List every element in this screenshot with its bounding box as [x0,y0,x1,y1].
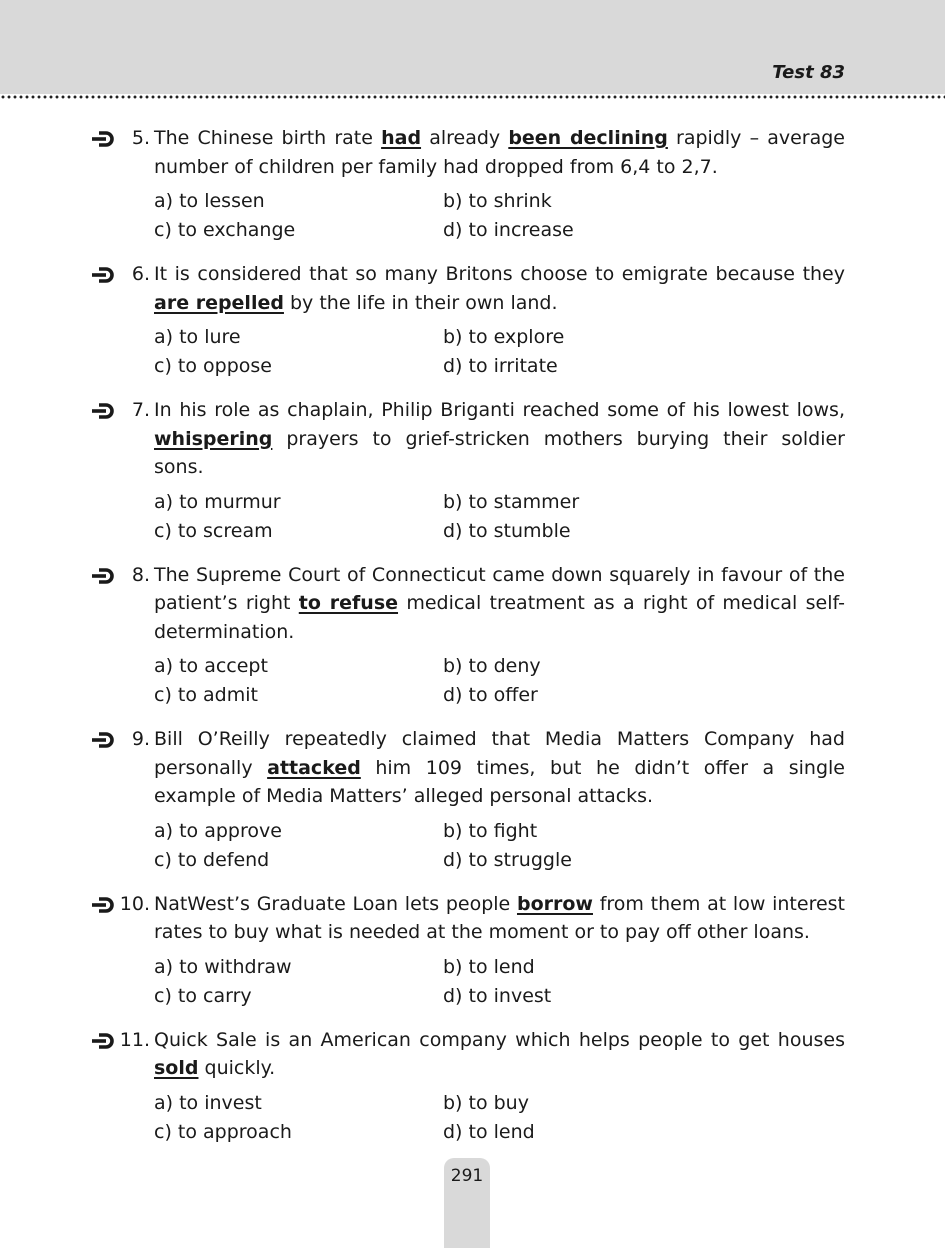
answer-options [154,323,714,381]
question-text-segment: In his role as chaplain, Philip Briganti reached some of his lowest lows, [154,399,845,421]
answer-options [154,652,714,710]
question-number: 5. [131,127,150,149]
option-b: b) to explore [443,326,565,348]
question-number: 9. [131,728,150,750]
question-item [0,396,945,546]
question-text [154,561,845,647]
question-item [0,124,945,245]
option-a: a) to murmur [154,490,281,513]
keyword: whispering [154,427,273,450]
option-a: a) to approve [154,819,282,842]
question-text [154,890,845,947]
option-c: c) to exchange [154,219,296,241]
question-text [154,1026,845,1083]
question-text [154,124,845,181]
arrow-bullet-icon [90,731,114,749]
answer-options [154,488,714,546]
option-a: a) to lessen [154,190,265,212]
option-b: b) to lend [443,955,535,978]
question-text [154,725,845,811]
question-text-segment: Bill O’Reilly repeatedly claimed that Media Matters Company had personally [154,728,845,779]
option-a: a) to withdraw [154,955,292,978]
dotted-divider [0,94,945,100]
question-text-segment: him 109 times, but he didn’t offer a single example of Media Matters’ alleged personal attacks. [154,756,845,807]
question-text-segment: from them at low interest rates to buy what is needed at the moment or to pay off other loans. [154,892,845,943]
option-b: b) to stammer [443,490,580,513]
question-text-segment: The Supreme Court of Connecticut came down squarely in favour of the patient’s right [154,563,845,614]
option-d: d) to invest [443,984,552,1007]
option-b: b) to buy [443,1091,529,1114]
question-text [154,260,845,317]
page-number: 291 [450,1166,484,1186]
test-title: Test 83 [772,62,845,83]
option-c: c) to oppose [154,355,272,377]
question-text [154,396,845,482]
keyword: had [381,127,422,149]
option-c: c) to approach [154,1120,292,1143]
option-c: c) to admit [154,684,258,706]
question-text-segment: already [421,127,509,149]
option-c: c) to scream [154,519,273,542]
question-text-segment: by the life in their own land. [283,291,558,314]
question-number: 10. [119,892,150,915]
answer-options [154,187,714,245]
option-c: c) to carry [154,984,252,1007]
option-d: d) to stumble [443,519,571,542]
question-text-segment: quickly. [198,1057,276,1079]
question-item [0,890,945,1011]
option-d: d) to offer [443,684,538,706]
question-list [0,124,945,1162]
arrow-bullet-icon [90,266,114,284]
arrow-bullet-icon [90,896,114,914]
option-d: d) to irritate [443,355,558,377]
question-number: 7. [131,399,150,421]
question-item [0,725,945,875]
answer-options [154,953,714,1011]
option-a: a) to accept [154,655,268,677]
answer-options [154,1089,714,1147]
arrow-bullet-icon [90,402,114,420]
keyword: are repelled [154,291,284,314]
question-number: 11. [119,1028,150,1051]
question-text-segment: The Chinese birth rate [154,127,382,149]
question-item [0,561,945,711]
arrow-bullet-icon [90,567,114,585]
option-d: d) to struggle [443,848,572,871]
question-text-segment: Quick Sale is an American company which helps people to get houses [154,1028,845,1051]
question-item [0,260,945,381]
option-b: b) to fight [443,819,538,842]
option-d: d) to increase [443,219,574,241]
question-number: 6. [131,263,150,285]
option-d: d) to lend [443,1120,535,1143]
question-text-segment: It is considered that so many Britons choose to emigrate because they [154,263,845,285]
keyword: to refuse [298,592,399,614]
question-number: 8. [131,563,150,586]
keyword: sold [154,1057,199,1079]
option-a: a) to lure [154,326,241,348]
option-c: c) to defend [154,848,270,871]
question-text-segment: rapidly – average number of children per family had dropped from 6,4 to 2,7. [154,127,846,178]
question-item [0,1026,945,1147]
keyword: been declining [508,127,668,149]
question-text-segment: NatWest’s Graduate Loan lets people [154,892,517,915]
keyword: borrow [516,892,593,915]
question-text-segment: prayers to grief-stricken mothers burying their soldier sons. [154,427,845,478]
question-text-segment: medical treatment as a right of medical self-determination. [154,592,845,643]
option-b: b) to deny [443,655,541,677]
arrow-bullet-icon [90,130,114,148]
arrow-bullet-icon [90,1032,114,1050]
answer-options [154,817,714,875]
option-a: a) to invest [154,1091,262,1114]
option-b: b) to shrink [443,190,552,212]
keyword: attacked [267,756,361,779]
